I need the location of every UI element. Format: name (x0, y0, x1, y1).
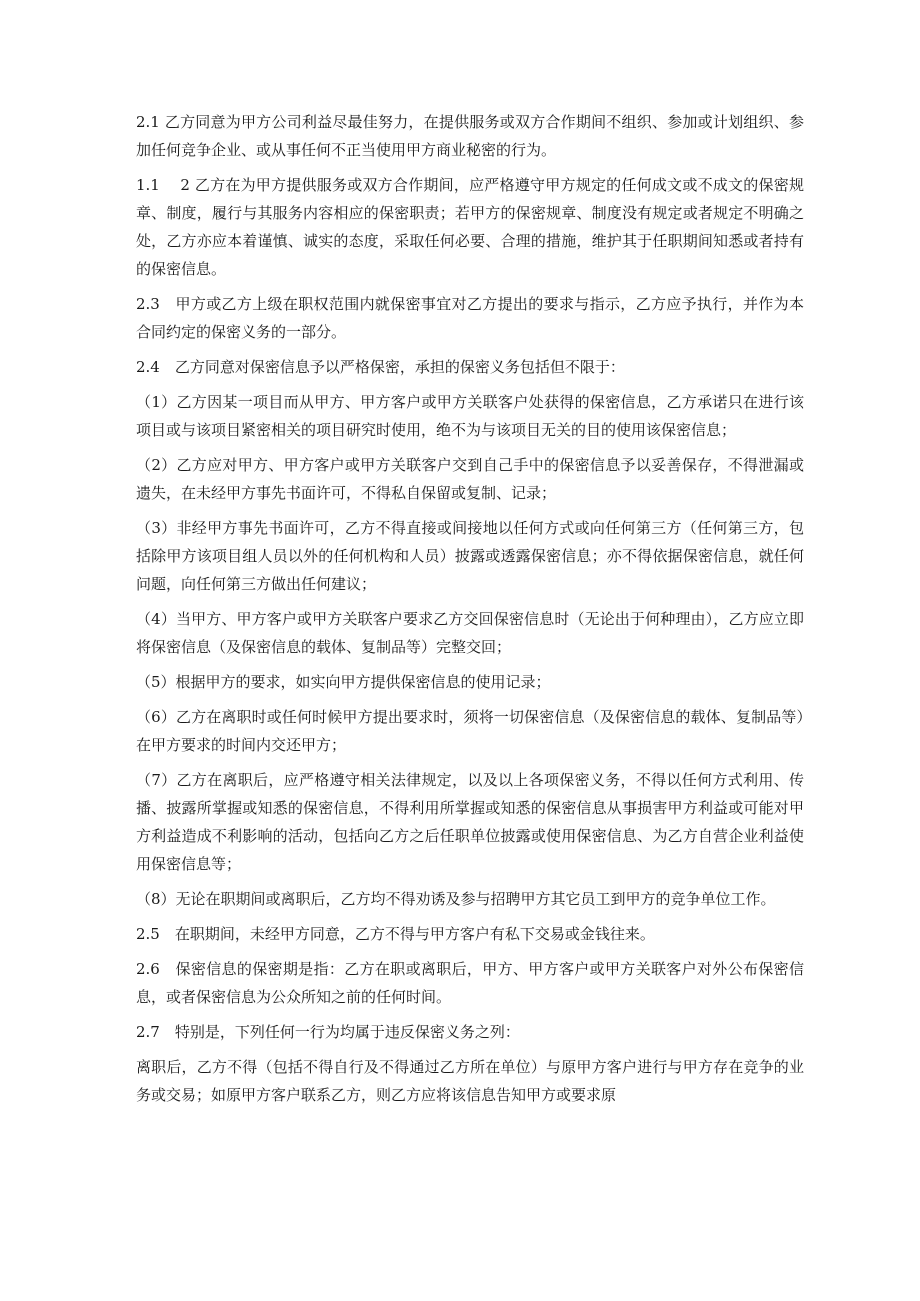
list-item-6: （6）乙方在离职时或任何时候甲方提出要求时，须将一切保密信息（及保密信息的载体、复制品等）在甲方要求的时间内交还甲方； (136, 708, 804, 754)
list-item-3: （3）非经甲方事先书面许可，乙方不得直接或间接地以任何方式或向任何第三方（任何第三方，包括除甲方该项目组人员以外的任何机构和人员）披露或透露保密信息；亦不得依据保密信息，就任何问题，向任何第三方做出任何建议； (136, 519, 804, 593)
paragraph-2-1: 2.1 乙方同意为甲方公司利益尽最佳努力，在提供服务或双方合作期间不组织、参加或计划组织、参加任何竞争企业、或从事任何不正当使用甲方商业秘密的行为。 (136, 113, 804, 159)
list-item-5: （5）根据甲方的要求，如实向甲方提供保密信息的使用记录； (136, 673, 551, 691)
list-item-4: （4）当甲方、甲方客户或甲方关联客户要求乙方交回保密信息时（无论出于何种理由），乙方应立即将保密信息（及保密信息的载体、复制品等）完整交回； (136, 610, 804, 656)
paragraph-2-4: 2.4 乙方同意对保密信息予以严格保密，承担的保密义务包括但不限于： (136, 358, 625, 376)
paragraph-2-3: 2.3 甲方或乙方上级在职权范围内就保密事宜对乙方提出的要求与指示，乙方应予执行，并作为本合同约定的保密义务的一部分。 (136, 295, 804, 341)
paragraph-after-departure: 离职后，乙方不得（包括不得自行及不得通过乙方所在单位）与原甲方客户进行与甲方存在竞争的业务或交易；如原甲方客户联系乙方，则乙方应将该信息告知甲方或要求原 (136, 1058, 804, 1104)
paragraph-2-6: 2.6 保密信息的保密期是指：乙方在职或离职后，甲方、甲方客户或甲方关联客户对外公布保密信息，或者保密信息为公众所知之前的任何时间。 (136, 960, 804, 1006)
list-item-2: （2）乙方应对甲方、甲方客户或甲方关联客户交到自己手中的保密信息予以妥善保存，不得泄漏或遗失，在未经甲方事先书面许可，不得私自保留或复制、记录； (136, 456, 804, 502)
list-item-1: （1）乙方因某一项目而从甲方、甲方客户或甲方关联客户处获得的保密信息，乙方承诺只在进行该项目或与该项目紧密相关的项目研究时使用，绝不为与该项目无关的目的使用该保密信息； (136, 393, 804, 439)
paragraph-2-7: 2.7 特别是，下列任何一行为均属于违反保密义务之列： (136, 1023, 520, 1041)
document-body (136, 108, 804, 1116)
paragraph-2-5: 2.5 在职期间，未经甲方同意，乙方不得与甲方客户有私下交易或金钱往来。 (136, 925, 655, 943)
list-item-7: （7）乙方在离职后，应严格遵守相关法律规定，以及以上各项保密义务，不得以任何方式利用、传播、披露所掌握或知悉的保密信息，不得利用所掌握或知悉的保密信息从事损害甲方利益或可能对甲方利益造成不利影响的活动，包括向乙方之后任职单位披露或使用保密信息、为乙方自营企业利益使用保密信息等； (136, 771, 804, 873)
list-item-8: （8）无论在职期间或离职后，乙方均不得劝诱及参与招聘甲方其它员工到甲方的竞争单位工作。 (136, 890, 776, 908)
paragraph-1-1-2: 1.1 2 乙方在为甲方提供服务或双方合作期间，应严格遵守甲方规定的任何成文或不成文的保密规章、制度，履行与其服务内容相应的保密职责；若甲方的保密规章、制度没有规定或者规定不明确之处，乙方亦应本着谨慎、诚实的态度，采取任何必要、合理的措施，维护其于任职期间知悉或者持有的保密信息。 (136, 176, 804, 278)
